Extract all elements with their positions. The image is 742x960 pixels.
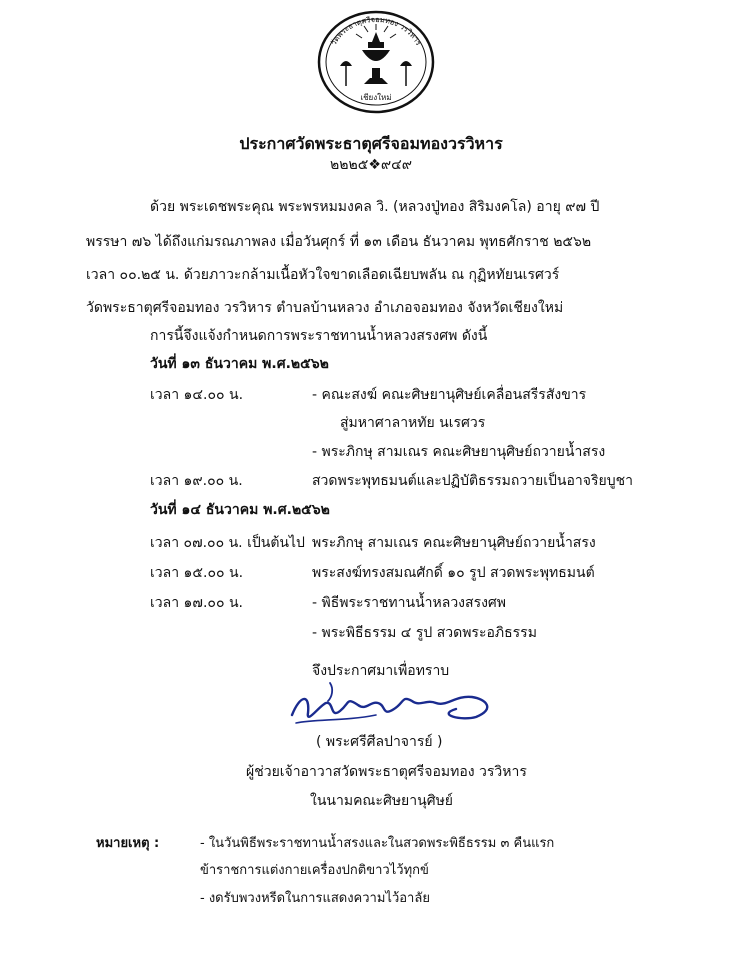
day1-heading: วันที่ ๑๓ ธันวาคม พ.ศ.๒๕๖๒	[150, 356, 329, 372]
schedule-desc: - พระพิธีธรรม ๔ รูป สวดพระอภิธรรม	[312, 625, 537, 641]
announce-line: จึงประกาศมาเพื่อทราบ	[312, 663, 450, 679]
body-line-3: เวลา ๐๐.๒๕ น. ด้วยภาวะกล้ามเนื้อหัวใจขาดเลือดเฉียบพลัน ณ กุฏิหทัยนเรศวร์	[86, 267, 560, 283]
note-line-1: - ในวันพิธีพระราชทานน้ำสรงและในสวดพระพิธีธรรม ๓ คืนแรก	[200, 836, 555, 851]
schedule-desc: สวดพระพุทธมนต์และปฏิบัติธรรมถวายเป็นอาจริยบูชา	[312, 473, 633, 489]
day2-heading: วันที่ ๑๔ ธันวาคม พ.ศ.๒๕๖๒	[150, 502, 330, 518]
schedule-desc: - คณะสงฆ์ คณะศิษยานุศิษย์เคลื่อนสรีรสังขาร	[312, 387, 587, 403]
schedule-time: เวลา ๑๗.๐๐ น.	[150, 595, 243, 611]
schedule-desc: สู่มหาศาลาหทัย นเรศวร	[340, 415, 486, 431]
schedule-time: เวลา ๑๙.๐๐ น.	[150, 473, 243, 489]
svg-text:วัดพระธาตุศรีจอมทอง วรวิหาร: วัดพระธาตุศรีจอมทอง วรวิหาร	[328, 14, 424, 47]
schedule-time: เวลา ๑๔.๐๐ น.	[150, 387, 244, 403]
schedule-desc: พระภิกษุ สามเณร คณะศิษยานุศิษย์ถวายน้ำสรง	[312, 535, 596, 551]
document-title: ประกาศวัดพระธาตุศรีจอมทองวรวิหาร	[239, 134, 503, 153]
schedule-time: เวลา ๐๗.๐๐ น. เป็นต้นไป	[150, 535, 305, 551]
schedule-desc: - พระภิกษุ สามเณร คณะศิษยานุศิษย์ถวายน้ำสรง	[312, 444, 606, 460]
signer-name: ( พระศรีศีลปาจารย์ )	[316, 734, 443, 750]
schedule-desc: พระสงฆ์ทรงสมณศักดิ์ ๑๐ รูป สวดพระพุทธมนต์	[312, 565, 595, 581]
temple-seal-logo	[316, 10, 436, 114]
body-line-5: การนี้จึงแจ้งกำหนดการพระราชทานน้ำหลวงสรงศพ ดังนี้	[150, 328, 488, 344]
handwritten-signature	[286, 675, 506, 735]
body-line-1: ด้วย พระเดชพระคุณ พระพรหมมงคล วิ. (หลวงปู่ทอง สิริมงคโล) อายุ ๙๗ ปี	[150, 199, 600, 215]
schedule-desc: - พิธีพระราชทานน้ำหลวงสรงศพ	[312, 595, 507, 611]
schedule-time: เวลา ๑๕.๐๐ น.	[150, 565, 244, 581]
svg-text:เชียงใหม่: เชียงใหม่	[360, 93, 392, 102]
note-line-3: - งดรับพวงหรีดในการแสดงความไว้อาลัย	[200, 891, 430, 906]
body-line-2: พรรษา ๗๖ ได้ถึงแก่มรณภาพลง เมื่อวันศุกร์ ที่ ๑๓ เดือน ธันวาคม พุทธศักราช ๒๕๖๒	[86, 234, 592, 250]
document-number: ๒๒๒๕❖๙๔๙	[330, 157, 412, 173]
note-line-2: ข้าราชการแต่งกายเครื่องปกติขาวไว้ทุกข์	[200, 863, 429, 878]
signer-position-2: ในนามคณะศิษยานุศิษย์	[310, 793, 454, 809]
note-label: หมายเหตุ :	[96, 836, 160, 851]
body-line-4: วัดพระธาตุศรีจอมทอง วรวิหาร ตำบลบ้านหลวง อำเภอจอมทอง จังหวัดเชียงใหม่	[86, 300, 564, 316]
signer-position-1: ผู้ช่วยเจ้าอาวาสวัดพระธาตุศรีจอมทอง วรวิหาร	[246, 764, 527, 780]
